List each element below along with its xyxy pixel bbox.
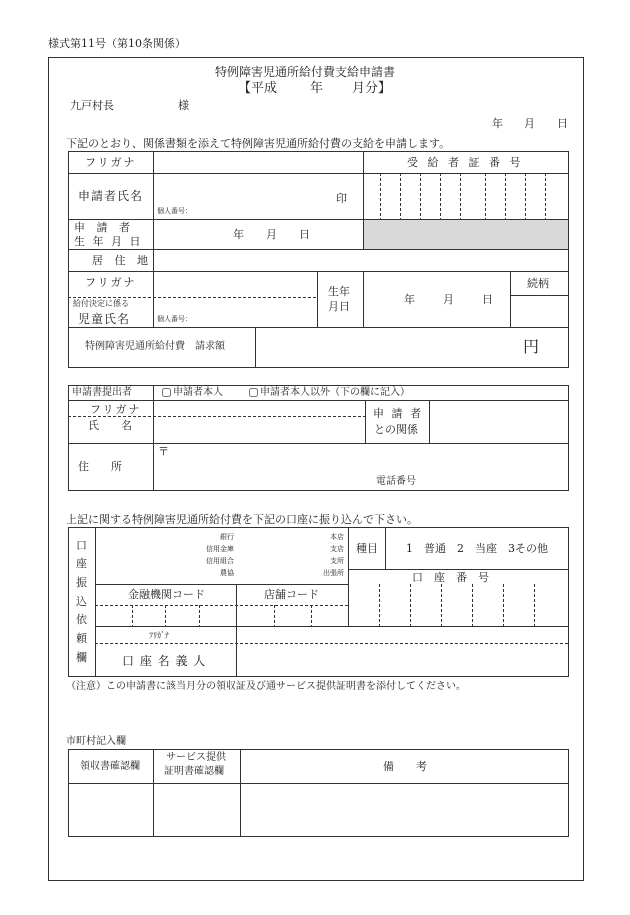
submitter-name-label: 氏 名 (88, 419, 132, 432)
child-birth-label-1: 生年 (328, 285, 350, 298)
side-char-6: 頼 (76, 632, 87, 645)
account-holder-label: 口 座 名 義 人 (122, 654, 207, 668)
side-char-3: 振 (76, 576, 87, 589)
side-char-5: 依 (76, 613, 87, 626)
side-char-2: 座 (76, 557, 87, 570)
seal-mark: 印 (336, 192, 347, 205)
submitter-self-checkbox[interactable] (162, 388, 171, 397)
remarks-label: 備 考 (383, 760, 427, 773)
side-char-7: 欄 (76, 651, 87, 664)
account-kinds: 1 普通 2 当座 3その他 (406, 542, 548, 555)
residence-label: 居 住 地 (92, 254, 152, 267)
branch-type-2: 支店 (330, 545, 344, 553)
date-year: 年 (492, 117, 503, 130)
form-title: 特例障害児通所給付費支給申請書 (215, 65, 396, 79)
note-text: （注意）この申請書に該当月分の領収証及び通サービス提供証明書を添付してください。 (66, 681, 466, 692)
municipal-title: 市町村記入欄 (66, 736, 126, 747)
submitter-label: 申請書提出者 (72, 387, 132, 398)
bank-type-list (190, 531, 234, 579)
relation-label-1: 申 請 者 (373, 407, 423, 420)
submitter-furigana-label: フリガナ (90, 403, 142, 416)
date-month: 月 (524, 117, 535, 130)
side-char-1: 口 (76, 539, 87, 552)
child-furigana-label: フリガナ (85, 276, 137, 289)
account-kind-label: 種目 (356, 542, 378, 555)
branch-code-label: 店舗コード (264, 588, 319, 601)
addressee-honorific: 様 (178, 99, 189, 112)
branch-type-list (300, 531, 344, 579)
period-month: 月分】 (352, 81, 392, 96)
form-id: 様式第11号（第10条関係） (48, 37, 186, 50)
period-era: 【平成 (238, 81, 278, 96)
branch-type-3: 支所 (330, 557, 344, 565)
child-name-label: 児童氏名 (78, 312, 131, 326)
intro-text: 下記のとおり、関係書類を添えて特例障害児通所給付費の支給を申請します。 (66, 137, 451, 150)
submitter-address-label: 住 所 (78, 460, 122, 473)
branch-type-1: 本店 (330, 533, 344, 541)
claim-label: 特例障害児通所給付費 請求額 (85, 341, 225, 352)
relation-label-2: との関係 (374, 423, 418, 436)
child-birth-day: 日 (482, 293, 493, 306)
child-relation-label: 続柄 (527, 277, 549, 290)
submitter-self-option: 申請者本人 (173, 387, 223, 398)
period-year: 年 (310, 81, 324, 96)
applicant-furigana-label: フリガナ (85, 156, 137, 169)
applicant-birth-month: 月 (266, 228, 277, 241)
account-number-label: 口 座 番 号 (412, 571, 489, 584)
submitter-other-option: 申請者本人以外（下の欄に記入） (260, 387, 410, 398)
service-cert-label-1: サービス提供 (166, 752, 226, 763)
child-personal-number-label: 個人番号： (157, 315, 192, 323)
child-sub-label: 給付決定に係る (73, 299, 129, 308)
child-birth-year: 年 (404, 293, 415, 306)
branch-type-4: 出張所 (323, 569, 344, 577)
bank-type-1: 銀行 (220, 533, 234, 541)
institution-code-label: 金融機関コード (128, 588, 205, 601)
applicant-birth-label-2: 生 年 月 日 (74, 235, 143, 248)
submitter-other-checkbox[interactable] (249, 388, 258, 397)
receipt-check-label: 領収書確認欄 (80, 761, 140, 772)
postal-mark: 〒 (158, 445, 169, 458)
claim-unit: 円 (523, 337, 540, 356)
applicant-birth-label-1: 申 請 者 (74, 221, 134, 234)
service-cert-label-2: 証明書確認欄 (164, 766, 224, 777)
applicant-personal-number-label: 個人番号： (157, 207, 192, 215)
phone-label: 電話番号 (376, 476, 416, 487)
applicant-name-label: 申請者氏名 (78, 189, 144, 203)
applicant-birth-year: 年 (233, 228, 244, 241)
child-birth-month: 月 (443, 293, 454, 306)
addressee-village: 九戸村長 (70, 99, 114, 112)
applicant-birth-day: 日 (299, 228, 310, 241)
date-day: 日 (557, 117, 568, 130)
holder-kana-label: ﾌﾘｶﾞﾅ (149, 631, 169, 640)
child-birth-label-2: 月日 (328, 300, 350, 313)
bank-type-4: 農協 (220, 569, 234, 577)
cert-number-label: 受 給 者 証 番 号 (407, 156, 524, 169)
bank-type-2: 信用金庫 (206, 545, 234, 553)
bank-type-3: 信用組合 (206, 557, 234, 565)
side-char-4: 込 (76, 595, 87, 608)
transfer-intro: 上記に関する特例障害児通所給付費を下記の口座に振り込んで下さい。 (66, 513, 418, 526)
